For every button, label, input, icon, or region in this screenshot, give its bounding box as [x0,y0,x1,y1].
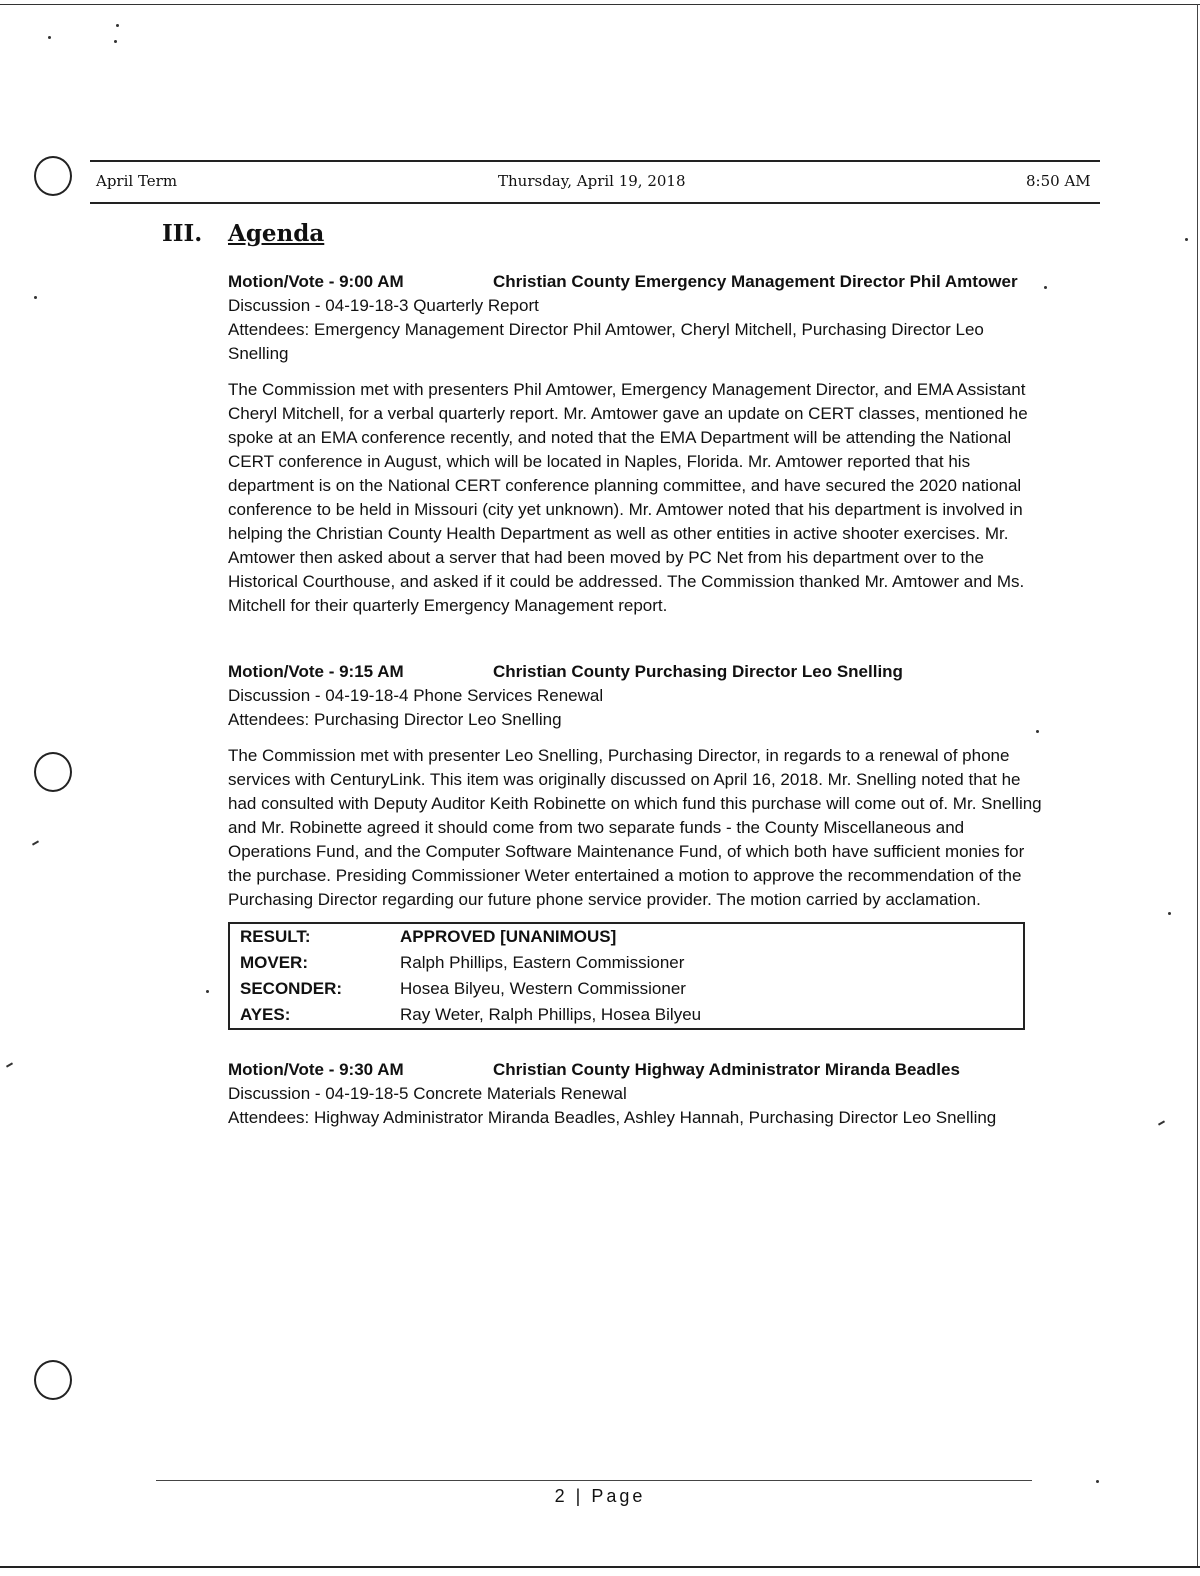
seconder-value: Hosea Bilyeu, Western Commissioner [400,979,686,998]
motion-label: Motion/Vote - 9:15 AM [228,662,404,681]
ayes-key: AYES: [240,1005,291,1024]
punch-hole-top [34,156,72,196]
motion-heading [228,270,1048,294]
section-number: III. [162,220,203,247]
attendees-line: Attendees: Highway Administrator Miranda Beadles, Ashley Hannah, Purchasing Director Leo Snelling [228,1108,997,1127]
scan-border-bottom [0,1566,1200,1568]
discussion-line: Discussion - 04-19-18-3 Quarterly Report [228,296,539,315]
motion-title: Christian County Emergency Management Director Phil Amtower [493,272,1018,291]
header-term: April Term [96,172,178,190]
punch-hole-middle [34,752,72,792]
attendees-line: Attendees: Emergency Management Director Phil Amtower, Cheryl Mitchell, Purchasing Director Leo Snelling [228,320,984,363]
seconder-key: SECONDER: [240,979,343,998]
table-row [229,1002,1024,1029]
scan-speck [114,40,117,43]
scan-speck [1168,912,1171,915]
scan-speck [1096,1480,1099,1483]
motion-heading [228,1058,1048,1082]
agenda-item [228,270,1048,618]
scan-mark [1158,1120,1165,1125]
item-body-paragraph: The Commission met with presenters Phil Amtower, Emergency Management Director, and EMA Assistant Cheryl Mitchell, for a verbal quarterly report. Mr. Amtower gave an update on CERT classes, mentioned he spoke at an EMA conference recently, and noted that the EMA Department will be attending the National CERT conference in August, which will be located in Naples, Florida. Mr. Amtower reported that his department is on the National CERT conference planning committee, and have secured the 2020 national conference to be held in Missouri (city yet unknown). Mr. Amtower noted that his department is involved in helping the Christian County Health Department as well as other entities in active shooter exercises. Mr. Amtower then asked about a server that had been moved by PC Net from his department over to the Historical Courthouse, and asked if it could be addressed. The Commission thanked Mr. Amtower and Ms. Mitchell for their quarterly Emergency Management report. [228,380,1028,615]
section-title: Agenda [228,220,325,247]
discussion-line: Discussion - 04-19-18-5 Concrete Materials Renewal [228,1084,627,1103]
table-row [229,976,1024,1002]
motion-title: Christian County Highway Administrator Miranda Beadles [493,1060,960,1079]
scan-border-right [1197,4,1198,1566]
agenda-content [228,270,1048,1130]
motion-label: Motion/Vote - 9:00 AM [228,272,404,291]
mover-value: Ralph Phillips, Eastern Commissioner [400,953,685,972]
section-heading [162,220,324,247]
agenda-item [228,660,1048,1030]
result-key: RESULT: [240,927,311,946]
discussion-line: Discussion - 04-19-18-4 Phone Services Renewal [228,686,604,705]
vote-result-table [228,922,1025,1030]
table-row [229,923,1024,950]
motion-heading [228,660,1048,684]
header-date: Thursday, April 19, 2018 [498,172,686,190]
punch-hole-bottom [34,1360,72,1400]
mover-key: MOVER: [240,953,308,972]
scan-mark [32,840,39,845]
agenda-item [228,1058,1048,1130]
scan-speck [34,296,37,299]
attendees-line: Attendees: Purchasing Director Leo Snelling [228,710,562,729]
header-rule-top [90,160,1100,162]
scan-mark [6,1062,13,1067]
table-row [229,950,1024,976]
page-number: 2 | Page [554,1486,646,1506]
header-time: 8:50 AM [1026,172,1091,190]
ayes-value: Ray Weter, Ralph Phillips, Hosea Bilyeu [400,1005,702,1024]
scan-border-top [0,4,1200,5]
result-value: APPROVED [UNANIMOUS] [400,927,617,946]
scan-speck [116,24,119,27]
scan-speck [206,990,209,993]
scan-speck [1185,238,1188,241]
motion-title: Christian County Purchasing Director Leo Snelling [493,662,903,681]
motion-label: Motion/Vote - 9:30 AM [228,1060,404,1079]
header-rule-bottom [90,202,1100,204]
item-body-paragraph: The Commission met with presenter Leo Snelling, Purchasing Director, in regards to a renewal of phone services with CenturyLink. This item was originally discussed on April 16, 2018. Mr. Snelling noted that he had consulted with Deputy Auditor Keith Robinette on which fund this purchase will come out of. Mr. Snelling and Mr. Robinette agreed it should come from two separate funds - the County Miscellaneous and Operations Fund, and the Computer Software Maintenance Fund, of which both have sufficient monies for the purchase. Presiding Commissioner Weter entertained a motion to approve the recommendation of the Purchasing Director regarding our future phone service provider. The motion carried by acclamation. [228,746,1042,909]
footer-rule [156,1480,1032,1481]
scan-speck [48,36,51,39]
